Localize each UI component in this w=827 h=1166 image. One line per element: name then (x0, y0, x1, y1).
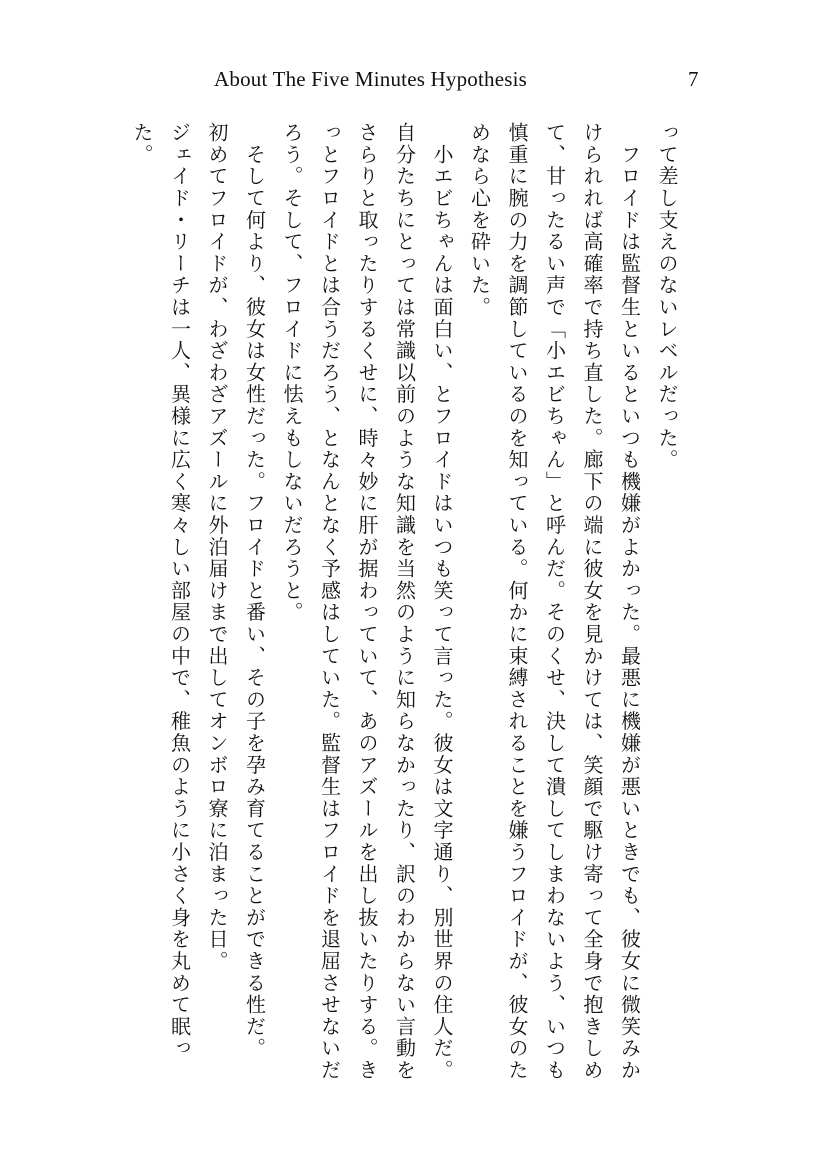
paragraph: そして何より、彼女は女性だった。フロイドと番い、その子を孕み育てることができる性だ。 (242, 122, 267, 1060)
paragraph: って差し支えのないレベルだった。 (655, 122, 679, 471)
paragraph: 小エビちゃんは面白い、とフロイドはいつも笑って言った。彼女は文字通り、別世界の住人だ。自分たちにとっては常識以前のような知識を当然のように知らなかったり、訳のわからない言動をさらりと取ったりするくせに、時々妙に肝が据わっていて、あのアズールを出し抜いたりする。きっとフロイドとは合うだろう、となんとなく予感はしていた。監督生はフロイドを退屈させないだろう。そして、フロイドに怯えもしないだろうと。 (280, 122, 454, 1082)
paragraph: ジェイド・リーチは一人、異様に広く寒々しい部屋の中で、稚魚のように小さく身を丸めて眠った。 (130, 122, 192, 1060)
paragraph: 初めてフロイドが、わざわざアズールに外泊届けまで出してオンボロ寮に泊まった日。 (205, 122, 229, 973)
paragraph: フロイドは監督生といるといつも機嫌がよかった。最悪に機嫌が悪いときでも、彼女に微笑みかけられれば高確率で持ち直した。廊下の端に彼女を見かけては、笑顔で駆け寄って全身で抱きしめて、甘ったるい声で「小エビちゃん」と呼んだ。そのくせ、決して潰してしまわないよう、いつも慎重に腕の力を調節しているのを知っている。何かに束縛されることを嫌うフロイドが、彼女のためなら心を砕いた。 (467, 122, 642, 1082)
running-title: About The Five Minutes Hypothesis (214, 67, 528, 91)
vertical-body-text (95, 122, 685, 1082)
page-number: 7 (688, 67, 699, 91)
running-header (0, 66, 827, 96)
